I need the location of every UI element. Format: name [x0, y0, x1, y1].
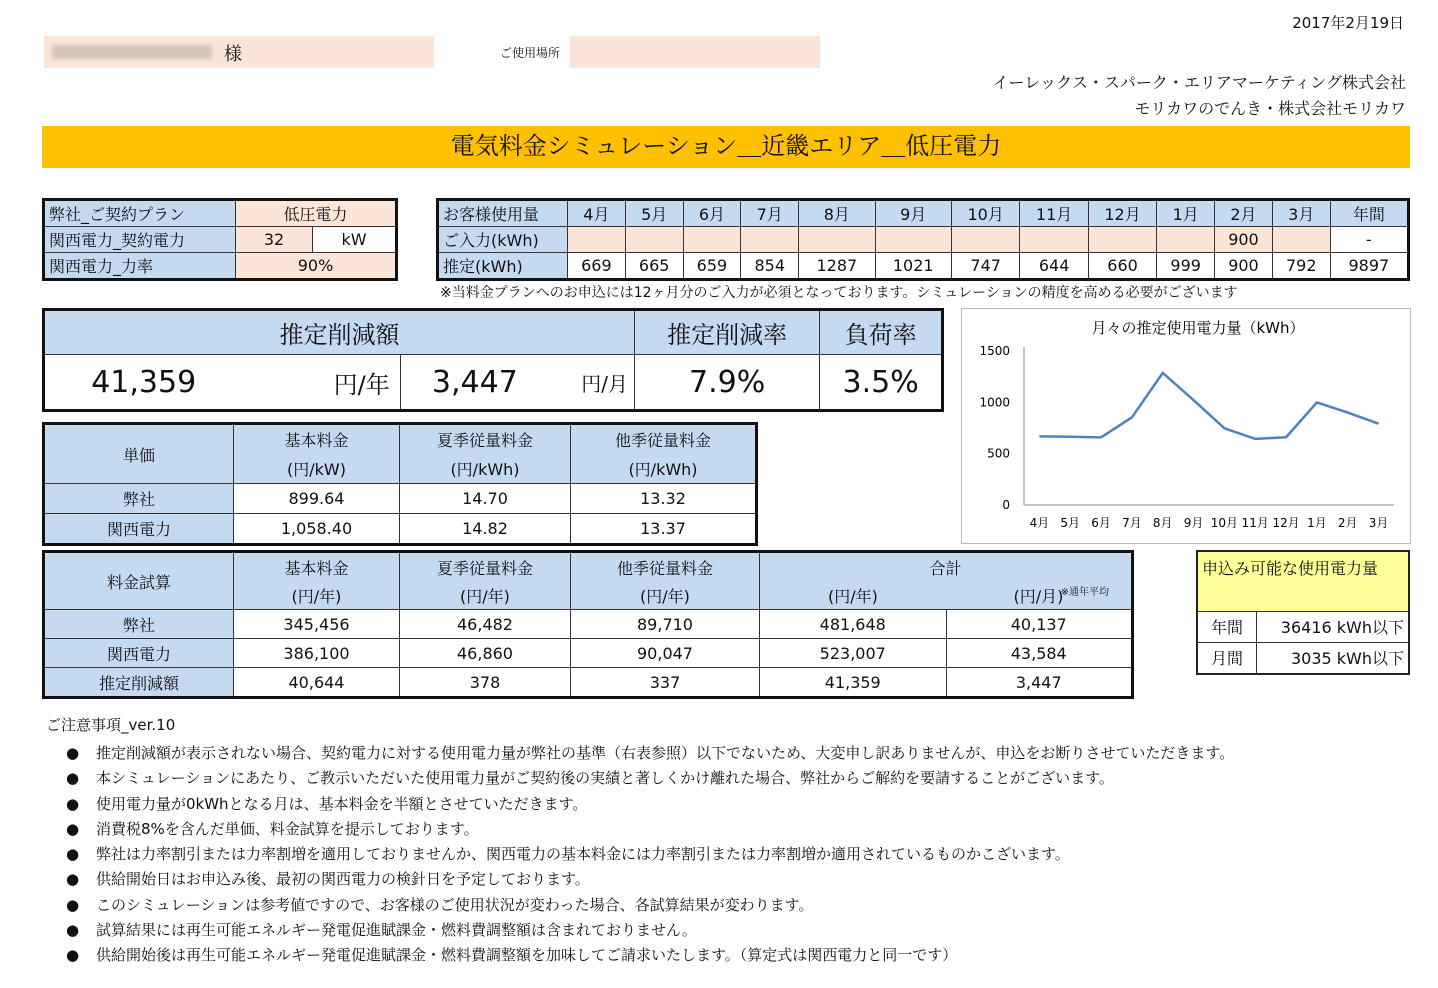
usage-input-cell[interactable]: - [1330, 227, 1408, 253]
fee-calc-table [42, 550, 1134, 699]
cell: 13.37 [571, 514, 757, 545]
monthly-usage-chart [961, 308, 1411, 544]
cell: 378 [400, 668, 571, 698]
note-item [46, 792, 1234, 817]
x-tick-label: 1月 [1307, 516, 1327, 530]
company-name-1: イーレックス・スパーク・エリアマーケティング株式会社 [992, 73, 1406, 92]
reduction-amount-header: 推定削減額 [44, 310, 635, 355]
bullet-icon: ● [66, 744, 80, 762]
unit-price-table [42, 422, 758, 546]
report-date: 2017年2月19日 [1292, 14, 1404, 32]
usage-table [436, 198, 1410, 281]
usage-input-cell[interactable] [1272, 227, 1330, 253]
usage-est-cell: 659 [683, 253, 741, 280]
calc-col-header: 夏季従量料金 [400, 552, 571, 582]
cell: 43,584 [946, 639, 1133, 668]
note-text: 弊社は力率割引または力率割増を適用しておりませんか、関西電力の基本料金には力率割引または力率割増か適用されているものかこざいます。 [96, 845, 1070, 864]
load-factor-header: 負荷率 [820, 310, 943, 355]
usage-est-cell: 669 [568, 253, 626, 280]
usage-input-cell[interactable] [951, 227, 1019, 253]
x-tick-label: 5月 [1060, 516, 1081, 530]
total-yearly-unit: (円/年) [760, 581, 947, 610]
cell: 41,359 [760, 668, 947, 698]
usage-input-label: ご入力(kWh) [438, 227, 568, 253]
power-factor-label: 関西電力_力率 [44, 253, 236, 280]
cell: 40,137 [946, 610, 1133, 639]
note-text: 使用電力量が0kWhとなる月は、基本料金を半額とさせていただきます。 [96, 794, 588, 813]
note-item [46, 817, 1234, 842]
table-row [44, 639, 1133, 668]
chart-svg [962, 309, 1410, 543]
cell: 14.70 [400, 484, 571, 514]
month-header: 年間 [1330, 200, 1408, 227]
cell: 481,648 [760, 610, 947, 639]
customer-suffix: 様 [224, 44, 242, 65]
note-text: 試算結果には再生可能エネルギー発電促進賦課金・燃料費調整額は含まれておりません。 [96, 921, 697, 940]
usage-input-cell[interactable] [568, 227, 626, 253]
bullet-icon: ● [66, 921, 80, 940]
usage-est-cell: 999 [1157, 253, 1215, 280]
x-tick-label: 8月 [1152, 516, 1173, 530]
table-row [44, 514, 757, 545]
y-tick-label: 1000 [979, 395, 1010, 410]
customer-name-redacted [52, 45, 212, 59]
usage-est-cell: 9897 [1330, 253, 1408, 280]
cell: 345,456 [234, 610, 400, 639]
cell: 3,447 [946, 668, 1133, 698]
month-header: 11月 [1020, 200, 1088, 227]
notes-list [46, 741, 1234, 969]
x-tick-label: 7月 [1122, 516, 1142, 530]
reduction-rate-value: 7.9% [635, 355, 820, 411]
usage-place-label: ご使用場所 [500, 46, 561, 60]
notes-section [46, 714, 1234, 969]
x-tick-label: 6月 [1091, 516, 1111, 530]
note-item [46, 893, 1234, 918]
month-header: 5月 [625, 200, 683, 227]
available-monthly-value: 3035 kWh以下 [1257, 642, 1410, 674]
table-row [44, 668, 1133, 698]
calc-col-header: 基本料金 [234, 552, 400, 582]
total-monthly-unit-cell [946, 581, 1133, 610]
table-row [44, 484, 757, 514]
series-line [1039, 373, 1378, 439]
usage-est-cell: 665 [625, 253, 683, 280]
bullet-icon: ● [66, 895, 80, 914]
unit-price-label: 単価 [44, 424, 234, 484]
usage-input-cell[interactable] [1088, 227, 1156, 253]
usage-est-label: 推定(kWh) [438, 253, 568, 280]
usage-input-cell[interactable] [625, 227, 683, 253]
price-col-header: 基本料金 [234, 424, 400, 455]
price-col-header: 夏季従量料金 [400, 424, 571, 455]
page-title: 電気料金シミュレーション＿近畿エリア＿低圧電力 [450, 132, 1002, 160]
monthly-reduction-value: 3,447 [400, 355, 549, 411]
row-name: 推定削減額 [44, 668, 234, 698]
monthly-unit: 円/月 [549, 355, 635, 411]
x-tick-label: 2月 [1337, 516, 1358, 530]
yearly-reduction-value: 41,359 [44, 355, 243, 411]
price-col-unit: (円/kW) [234, 454, 400, 484]
row-name: 弊社 [44, 610, 234, 639]
usage-header-label: お客様使用量 [438, 200, 568, 227]
month-header: 7月 [741, 200, 799, 227]
usage-input-cell[interactable]: 900 [1215, 227, 1273, 253]
note-item [46, 943, 1234, 968]
cell: 40,644 [234, 668, 400, 698]
note-text: 消費税8%を含んだ単価、料金試算を提示しております。 [96, 819, 479, 838]
month-header: 10月 [951, 200, 1019, 227]
reduction-rate-header: 推定削減率 [635, 310, 820, 355]
usage-est-cell: 1021 [875, 253, 951, 280]
cell: 90,047 [571, 639, 760, 668]
cell: 46,482 [400, 610, 571, 639]
note-text: 推定削減額が表示されない場合、契約電力に対する使用電力量が弊社の基準（右表参照）以下でないため、大変申し訳ありませんが、申込をお断りさせていただきます。 [96, 744, 1235, 762]
usage-note: ※当料金プランへのお申込には12ヶ月分のご入力が必須となっております。シミュレーションの精度を高める必要がございます [440, 285, 1238, 301]
row-name: 関西電力 [44, 639, 234, 668]
calc-col-header: 他季従量料金 [571, 552, 760, 582]
contract-power-label: 関西電力_契約電力 [44, 227, 236, 253]
cell: 386,100 [234, 639, 400, 668]
available-yearly-label: 年間 [1197, 611, 1257, 642]
price-col-unit: (円/kWh) [571, 454, 757, 484]
note-item [46, 918, 1234, 943]
summary-table [42, 308, 944, 412]
notes-title: ご注意事項_ver.10 [46, 716, 176, 734]
note-text: 本シミュレーションにあたり、ご教示いただいた使用電力量がご契約後の実績と著しくかけ離れた場合、弊社からご解約を要請することがございます。 [96, 769, 1114, 788]
available-usage-title: 申込み可能な使用電力量 [1197, 551, 1409, 611]
row-name: 関西電力 [44, 514, 234, 545]
x-tick-label: 4月 [1029, 516, 1050, 530]
available-usage-table [1196, 550, 1410, 675]
usage-est-cell: 644 [1020, 253, 1088, 280]
title-bar [42, 126, 1410, 168]
usage-input-cell[interactable] [683, 227, 741, 253]
chart-title: 月々の推定使用電力量（kWh） [1091, 319, 1305, 337]
y-tick-label: 0 [1002, 498, 1010, 512]
usage-input-cell[interactable] [1020, 227, 1088, 253]
month-header: 12月 [1088, 200, 1156, 227]
month-header: 9月 [875, 200, 951, 227]
note-text: 供給開始後は再生可能エネルギー発電促進賦課金・燃料費調整額を加味してご請求いたします。（算定式は関西電力と同一です） [96, 946, 958, 965]
cell: 13.32 [571, 484, 757, 514]
usage-place-field [570, 36, 820, 68]
plan-label: 弊社_ご契約プラン [44, 200, 236, 227]
x-tick-label: 11月 [1241, 516, 1269, 530]
note-item [46, 741, 1234, 766]
cell: 46,860 [400, 639, 571, 668]
usage-input-cell[interactable] [1157, 227, 1215, 253]
month-header: 6月 [683, 200, 741, 227]
usage-est-cell: 1287 [799, 253, 875, 280]
cell: 1,058.40 [234, 514, 400, 545]
x-tick-label: 10月 [1210, 516, 1239, 530]
yearly-unit: 円/年 [242, 355, 400, 411]
usage-est-cell: 747 [951, 253, 1019, 280]
plan-value: 低圧電力 [236, 200, 397, 227]
note-item [46, 867, 1234, 892]
usage-est-cell: 854 [741, 253, 799, 280]
month-header: 4月 [568, 200, 626, 227]
bullet-icon: ● [66, 845, 80, 864]
usage-input-cell[interactable] [875, 227, 951, 253]
available-monthly-label: 月間 [1197, 642, 1257, 674]
price-col-unit: (円/kWh) [400, 454, 571, 484]
bullet-icon: ● [66, 769, 80, 788]
x-tick-label: 9月 [1183, 516, 1204, 530]
contract-power-value: 32 [236, 227, 313, 253]
usage-est-cell: 660 [1088, 253, 1156, 280]
calc-col-unit: (円/年) [571, 581, 760, 610]
x-tick-label: 12月 [1272, 516, 1300, 530]
bullet-icon: ● [66, 870, 80, 889]
load-factor-value: 3.5% [820, 355, 943, 411]
fee-calc-label: 料金試算 [44, 552, 234, 610]
cell: 899.64 [234, 484, 400, 514]
contract-power-unit: kW [313, 227, 397, 253]
note-item [46, 766, 1234, 791]
note-text: 供給開始日はお申込み後、最初の関西電力の検針日を予定しております。 [96, 870, 590, 889]
row-name: 弊社 [44, 484, 234, 514]
y-tick-label: 500 [987, 446, 1010, 461]
calc-col-unit: (円/年) [234, 581, 400, 610]
usage-input-cell[interactable] [741, 227, 799, 253]
note-text: このシミュレーションは参考値ですので、お客様のご使用状況が変わった場合、各試算結果が変わります。 [96, 895, 814, 914]
power-factor-value: 90% [236, 253, 397, 280]
customer-name-field [44, 36, 434, 68]
company-name-2: モリカワのでんき・株式会社モリカワ [1134, 99, 1406, 118]
cell: 523,007 [760, 639, 947, 668]
cell: 14.82 [400, 514, 571, 545]
usage-est-cell: 792 [1272, 253, 1330, 280]
usage-est-cell: 900 [1215, 253, 1273, 280]
total-monthly-unit: (円/月) [1013, 586, 1064, 606]
month-header: 1月 [1157, 200, 1215, 227]
total-header: 合計 [760, 552, 1133, 582]
month-header: 8月 [799, 200, 875, 227]
note-item [46, 842, 1234, 867]
calc-col-unit: (円/年) [400, 581, 571, 610]
month-header: 2月 [1215, 200, 1273, 227]
y-tick-label: 1500 [979, 344, 1010, 358]
table-row [44, 610, 1133, 639]
x-tick-label: 3月 [1368, 516, 1389, 530]
available-yearly-value: 36416 kWh以下 [1257, 611, 1410, 642]
price-col-header: 他季従量料金 [571, 424, 757, 455]
average-note: ※通年平均 [1060, 587, 1109, 598]
usage-input-cell[interactable] [799, 227, 875, 253]
cell: 89,710 [571, 610, 760, 639]
bullet-icon: ● [66, 794, 80, 813]
month-header: 3月 [1272, 200, 1330, 227]
plan-table [42, 198, 398, 281]
cell: 337 [571, 668, 760, 698]
bullet-icon: ● [66, 946, 80, 965]
bullet-icon: ● [66, 819, 80, 838]
